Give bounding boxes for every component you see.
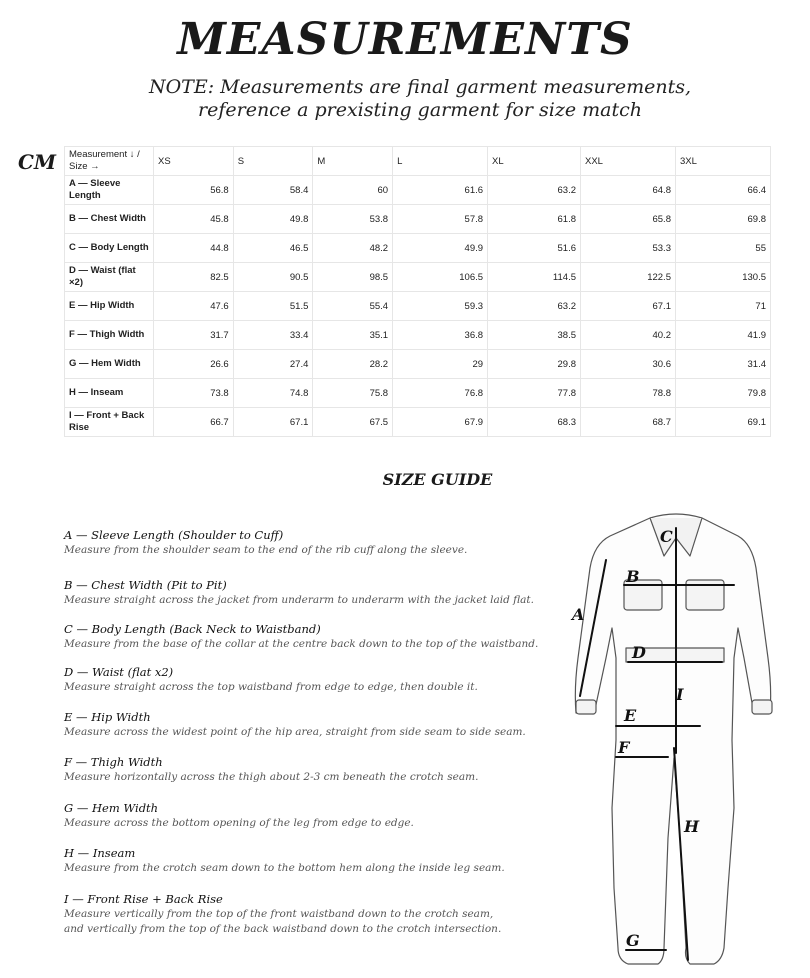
table-cell: 44.8: [154, 234, 234, 263]
table-cell: 68.7: [581, 408, 676, 437]
right-cuff: [752, 700, 772, 714]
table-cell: 51.6: [488, 234, 581, 263]
measurement-note: NOTE: Measurements are final garment measurements, reference a prexisting garment for size match: [148, 76, 692, 121]
table-cell: 64.8: [581, 176, 676, 205]
table-cell: 65.8: [581, 205, 676, 234]
row-label: E — Hip Width: [65, 292, 154, 321]
row-label: A — Sleeve Length: [65, 176, 154, 205]
guide-item-description: Measure across the widest point of the hip area, straight from side seam to side seam.: [64, 726, 526, 738]
table-cell: 114.5: [488, 263, 581, 292]
size-header: XL: [488, 147, 581, 176]
table-cell: 47.6: [154, 292, 234, 321]
guide-item-description: Measure across the bottom opening of the leg from edge to edge.: [64, 817, 414, 829]
table-cell: 66.4: [675, 176, 770, 205]
guide-item-description: Measure straight across the jacket from underarm to underarm with the jacket laid flat.: [64, 594, 534, 606]
unit-label: CM: [18, 150, 57, 174]
guide-item-heading: F — Thigh Width: [64, 755, 163, 769]
guide-item-heading: E — Hip Width: [64, 710, 151, 724]
table-cell: 31.7: [154, 321, 234, 350]
table-cell: 67.9: [393, 408, 488, 437]
table-cell: 77.8: [488, 379, 581, 408]
table-cell: 82.5: [154, 263, 234, 292]
guide-item-description: Measure vertically from the top of the front waistband down to the crotch seam, and vertically from the top of the back waistband down to the crotch intersection.: [64, 908, 502, 935]
guide-item-description: Measure straight across the top waistband from edge to edge, then double it.: [64, 681, 478, 693]
row-label: D — Waist (flat ×2): [65, 263, 154, 292]
guide-item: [64, 665, 564, 695]
row-label: H — Inseam: [65, 379, 154, 408]
left-cuff: [576, 700, 596, 714]
guide-item-heading: B — Chest Width (Pit to Pit): [64, 578, 227, 592]
table-row: [65, 408, 771, 437]
size-header: XS: [154, 147, 234, 176]
table-row: [65, 350, 771, 379]
table-cell: 38.5: [488, 321, 581, 350]
figure-letter-g: G: [626, 931, 640, 950]
guide-item-heading: D — Waist (flat x2): [64, 665, 174, 679]
table-cell: 69.8: [675, 205, 770, 234]
guide-item-heading: H — Inseam: [64, 846, 136, 860]
table-cell: 35.1: [313, 321, 393, 350]
guide-item: [64, 755, 564, 785]
figure-letter-h: H: [684, 817, 700, 836]
guide-item: [64, 578, 564, 608]
measurement-table: [64, 146, 771, 437]
page-title: MEASUREMENTS: [177, 14, 633, 65]
guide-item: [64, 528, 564, 558]
table-cell: 49.8: [233, 205, 313, 234]
figure-letter-a: A: [572, 605, 585, 624]
guide-item-description: Measure from the crotch seam down to the bottom hem along the inside leg seam.: [64, 862, 505, 874]
table-cell: 79.8: [675, 379, 770, 408]
table-cell: 57.8: [393, 205, 488, 234]
table-header-row: [65, 147, 771, 176]
table-cell: 31.4: [675, 350, 770, 379]
table-cell: 67.5: [313, 408, 393, 437]
table-cell: 46.5: [233, 234, 313, 263]
table-cell: 74.8: [233, 379, 313, 408]
table-cell: 41.9: [675, 321, 770, 350]
guide-item: [64, 710, 564, 740]
table-cell: 49.9: [393, 234, 488, 263]
table-cell: 90.5: [233, 263, 313, 292]
table-cell: 59.3: [393, 292, 488, 321]
guide-item: [64, 801, 564, 831]
size-header: 3XL: [675, 147, 770, 176]
table-cell: 40.2: [581, 321, 676, 350]
table-cell: 58.4: [233, 176, 313, 205]
table-cell: 98.5: [313, 263, 393, 292]
figure-letter-c: C: [660, 527, 673, 546]
table-row: [65, 321, 771, 350]
guide-item-description: Measure horizontally across the thigh about 2-3 cm beneath the crotch seam.: [64, 771, 479, 783]
table-cell: 60: [313, 176, 393, 205]
table-cell: 106.5: [393, 263, 488, 292]
figure-letter-e: E: [624, 706, 637, 725]
row-label: I — Front + Back Rise: [65, 408, 154, 437]
corner-header: Measurement ↓ / Size →: [65, 147, 154, 176]
guide-item-heading: A — Sleeve Length (Shoulder to Cuff): [64, 528, 284, 542]
table-cell: 63.2: [488, 176, 581, 205]
table-cell: 55.4: [313, 292, 393, 321]
table-cell: 45.8: [154, 205, 234, 234]
table-cell: 76.8: [393, 379, 488, 408]
table-cell: 36.8: [393, 321, 488, 350]
table-cell: 55: [675, 234, 770, 263]
row-label: F — Thigh Width: [65, 321, 154, 350]
guide-item-description: Measure from the base of the collar at the centre back down to the top of the waistband.: [64, 638, 539, 650]
table-cell: 73.8: [154, 379, 234, 408]
size-header: L: [393, 147, 488, 176]
table-cell: 61.8: [488, 205, 581, 234]
table-cell: 56.8: [154, 176, 234, 205]
table-cell: 71: [675, 292, 770, 321]
guide-item: [64, 892, 564, 937]
table-cell: 29: [393, 350, 488, 379]
table-cell: 33.4: [233, 321, 313, 350]
table-cell: 67.1: [581, 292, 676, 321]
figure-letter-b: B: [626, 567, 640, 586]
table-cell: 51.5: [233, 292, 313, 321]
table-cell: 27.4: [233, 350, 313, 379]
table-cell: 53.8: [313, 205, 393, 234]
guide-item-heading: C — Body Length (Back Neck to Waistband): [64, 622, 321, 636]
figure-letter-f: F: [618, 738, 630, 757]
figure-letter-i: I: [676, 685, 684, 704]
size-header: S: [233, 147, 313, 176]
row-label: C — Body Length: [65, 234, 154, 263]
guide-item: [64, 622, 564, 652]
table-cell: 28.2: [313, 350, 393, 379]
table-cell: 130.5: [675, 263, 770, 292]
table-row: [65, 234, 771, 263]
table-cell: 48.2: [313, 234, 393, 263]
table-row: [65, 263, 771, 292]
table-cell: 26.6: [154, 350, 234, 379]
coverall-measurement-diagram: [568, 508, 788, 974]
table-row: [65, 176, 771, 205]
table-cell: 122.5: [581, 263, 676, 292]
table-cell: 30.6: [581, 350, 676, 379]
table-cell: 66.7: [154, 408, 234, 437]
table-cell: 67.1: [233, 408, 313, 437]
coverall-body-outline: [575, 514, 770, 964]
size-header: M: [313, 147, 393, 176]
guide-item: [64, 846, 564, 876]
table-cell: 63.2: [488, 292, 581, 321]
table-cell: 75.8: [313, 379, 393, 408]
table-row: [65, 205, 771, 234]
table-cell: 29.8: [488, 350, 581, 379]
row-label: G — Hem Width: [65, 350, 154, 379]
table-cell: 78.8: [581, 379, 676, 408]
figure-letter-d: D: [632, 643, 646, 662]
table-cell: 61.6: [393, 176, 488, 205]
guide-item-heading: I — Front Rise + Back Rise: [64, 892, 223, 906]
table-row: [65, 292, 771, 321]
size-header: XXL: [581, 147, 676, 176]
size-guide-title: SIZE GUIDE: [382, 470, 493, 489]
table-row: [65, 379, 771, 408]
guide-item-description: Measure from the shoulder seam to the end of the rib cuff along the sleeve.: [64, 544, 468, 556]
table-cell: 53.3: [581, 234, 676, 263]
row-label: B — Chest Width: [65, 205, 154, 234]
table-cell: 69.1: [675, 408, 770, 437]
table-cell: 68.3: [488, 408, 581, 437]
guide-item-heading: G — Hem Width: [64, 801, 159, 815]
